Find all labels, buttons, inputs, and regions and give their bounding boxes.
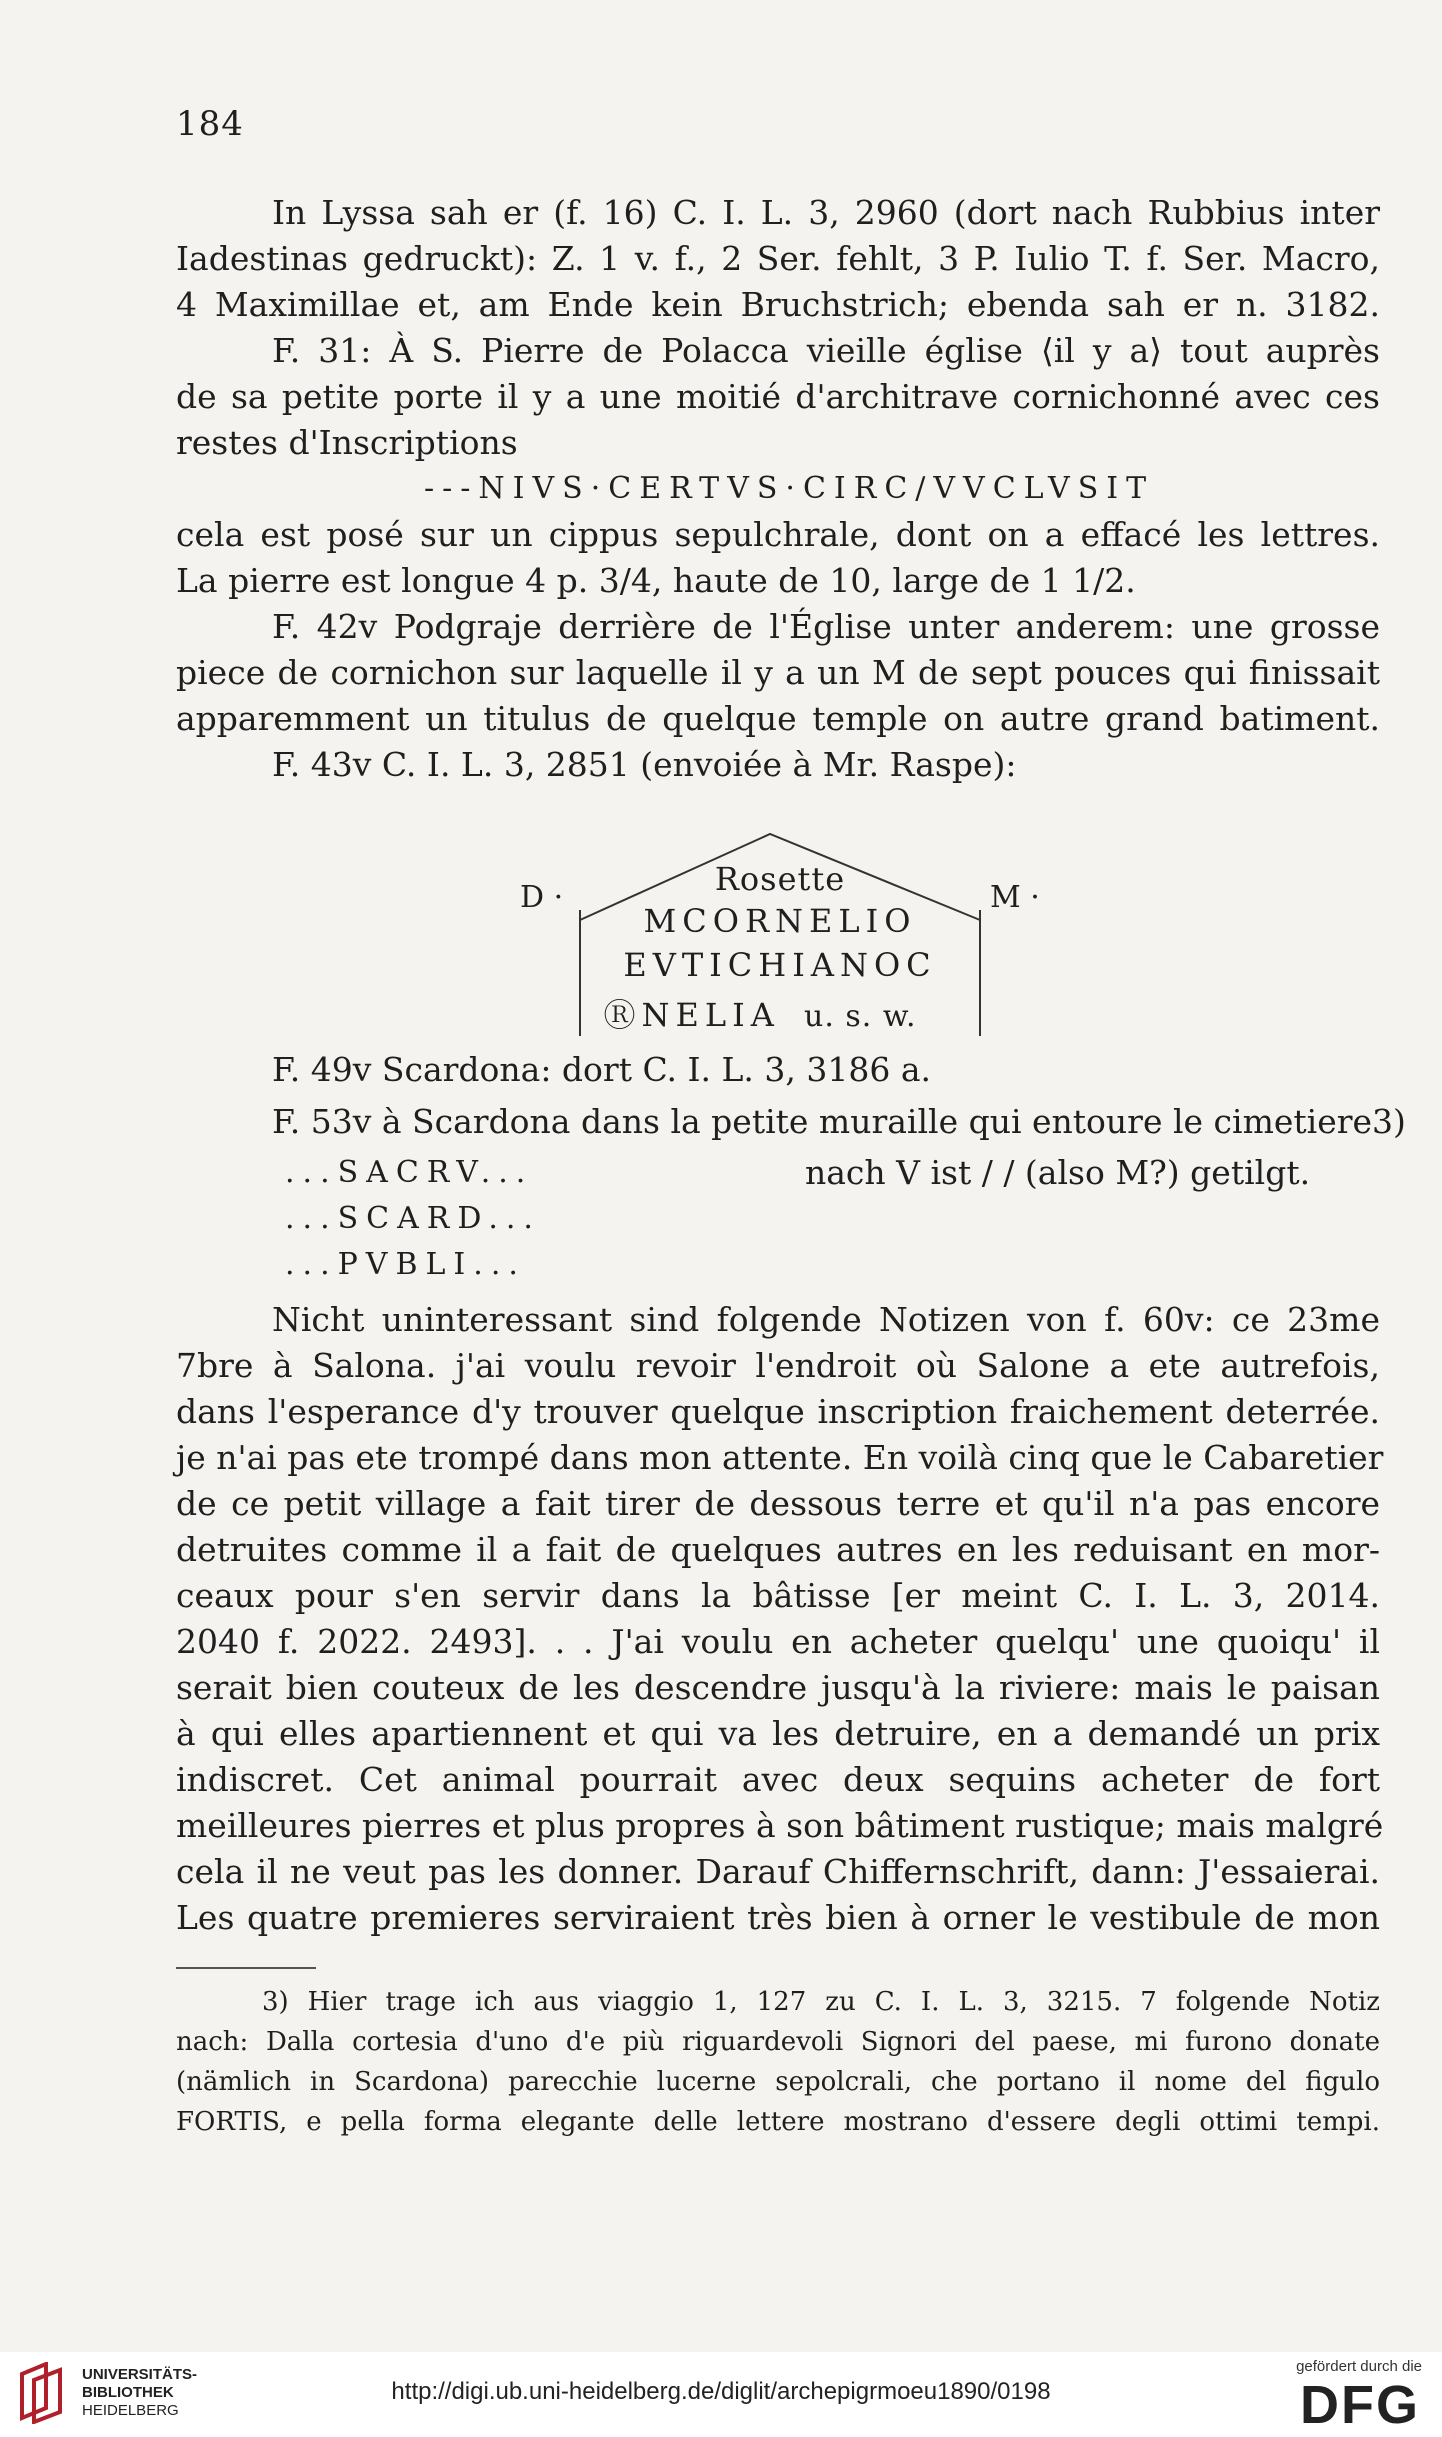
text-line: meilleures pierres et plus propres à son bâtiment rustique; mais malgré — [176, 1806, 1384, 1845]
library-name-line: UNIVERSITÄTS- — [82, 2366, 198, 2383]
text-line: F. 31: À S. Pierre de Polacca vieille église ⟨il y a⟩ tout auprès — [272, 331, 1380, 370]
inscription-row-text: ⓇNELIA — [603, 996, 780, 1034]
text-line: Les quatre premieres serviraient très bien à orner le vestibule de mon — [176, 1898, 1380, 1937]
inscription-row: MCORNELIO — [643, 902, 917, 940]
inscription-row-note: u. s. w. — [804, 999, 917, 1034]
funding-note: gefördert durch die — [1296, 2358, 1422, 2375]
inscription-row — [560, 990, 960, 1036]
inscription-row: EVTICHIANOC — [623, 946, 937, 984]
text-line: à qui elles apartiennent et qui va les detruire, en a demandé un prix — [176, 1714, 1380, 1753]
text-line: indiscret. Cet animal pourrait avec deux sequins acheter de fort — [176, 1760, 1380, 1799]
rosette-label: Rosette — [714, 860, 846, 898]
text-line: 2040 f. 2022. 2493]. . . J'ai voulu en acheter quelqu' une quoiqu' il — [176, 1622, 1380, 1661]
text-line: cela est posé sur un cippus sepulchrale, dont on a effacé les lettres. — [176, 515, 1380, 554]
text-line: piece de cornichon sur laquelle il y a un M de sept pouces qui finissait — [176, 653, 1380, 692]
inscription-right-letter: M · — [990, 880, 1040, 915]
page-number: 184 — [176, 104, 244, 144]
library-name-line: HEIDELBERG — [82, 2402, 179, 2419]
footnote-line: (nämlich in Scardona) parecchie lucerne sepolcrali, che portano il nome del figulo — [176, 2067, 1380, 2097]
library-name-line: BIBLIOTHEK — [82, 2384, 174, 2401]
dfg-logo: DFG — [1300, 2375, 1420, 2435]
text-line: In Lyssa sah er (f. 16) C. I. L. 3, 2960 (dort nach Rubbius inter — [272, 193, 1380, 232]
text-line: ceaux pour s'en servir dans la bâtisse [er meint C. I. L. 3, 2014. — [176, 1576, 1380, 1615]
text-line: apparemment un titulus de quelque temple on autre grand batiment. — [176, 699, 1380, 738]
page-footer — [0, 2352, 1442, 2437]
text-line: 7bre à Salona. j'ai voulu revoir l'endroit où Salone a ete autrefois, — [176, 1346, 1380, 1385]
inscription-box — [580, 830, 980, 1034]
text-line: F. 53v à Scardona dans la petite muraille qui entoure le cimetiere3) — [272, 1102, 1406, 1141]
text-line: de sa petite porte il y a une moitié d'architrave cornichonné avec ces — [176, 377, 1380, 416]
footnote-rule — [176, 1967, 316, 1969]
inscription-row: ...PVBLI... — [285, 1247, 526, 1282]
text-line: je n'ai pas ete trompé dans mon attente. En voilà cinq que le Cabaretier — [176, 1438, 1384, 1477]
text-line: serait bien couteux de les descendre jusqu'à la riviere: mais le paisan — [176, 1668, 1380, 1707]
inscription-row: ...SACRV... — [285, 1155, 534, 1190]
footnote-line: FORTIS, e pella forma elegante delle lettere mostrano d'essere degli ottimi tempi. — [176, 2107, 1380, 2137]
inscription-row: ...SCARD... — [285, 1201, 541, 1236]
footnote-line: nach: Dalla cortesia d'uno d'e più riguardevoli Signori del paese, mi furono donate — [176, 2027, 1380, 2057]
text-line: F. 43v C. I. L. 3, 2851 (envoiée à Mr. Raspe): — [272, 745, 1017, 784]
text-line: de ce petit village a fait tirer de dessous terre et qu'il n'a pas encore — [176, 1484, 1380, 1523]
text-line: F. 49v Scardona: dort C. I. L. 3, 3186 a. — [272, 1050, 932, 1089]
inscription-left-letter: D · — [520, 880, 564, 915]
text-line: Nicht uninteressant sind folgende Notizen von f. 60v: ce 23me — [272, 1300, 1380, 1339]
inscription-2 — [285, 1155, 1385, 1305]
footnote-line: 3) Hier trage ich aus viaggio 1, 127 zu C. I. L. 3, 3215. 7 folgende Notiz — [262, 1987, 1380, 2017]
text-line: F. 42v Podgraje derrière de l'Église unter anderem: une grosse — [272, 607, 1380, 646]
text-line: restes d'Inscriptions — [176, 423, 518, 462]
text-line: 4 Maximillae et, am Ende kein Bruchstrich; ebenda sah er n. 3182. — [176, 285, 1380, 324]
source-url-link[interactable]: http://digi.ub.uni-heidelberg.de/diglit/archepigrmoeu1890/0198 — [391, 2378, 1051, 2405]
text-line: La pierre est longue 4 p. 3/4, haute de 10, large de 1 1/2. — [176, 561, 1136, 600]
text-line: dans l'esperance d'y trouver quelque inscription fraichement deterrée. — [176, 1392, 1380, 1431]
inscription-line: ---NIVS·CERTVS·CIRC/VVCLVSIT — [424, 471, 1155, 506]
text-line: cela il ne veut pas les donner. Darauf Chiffernschrift, dann: J'essaierai. — [176, 1852, 1380, 1891]
text-line: Iadestinas gedruckt): Z. 1 v. f., 2 Ser. fehlt, 3 P. Iulio T. f. Ser. Macro, — [176, 239, 1380, 278]
text-line: detruites comme il a fait de quelques autres en les reduisant en mor- — [176, 1530, 1380, 1569]
inscription-note: nach V ist / / (also M?) getilgt. — [805, 1153, 1311, 1192]
